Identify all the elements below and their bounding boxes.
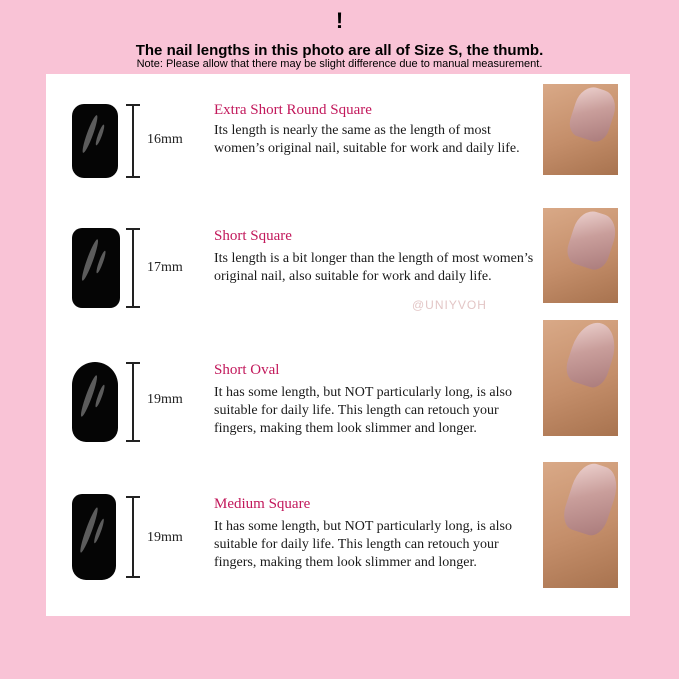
nail-photo [543, 84, 618, 175]
length-ruler-icon [126, 104, 140, 178]
measurement-note: Note: Please allow that there may be slight difference due to manual measurement. [136, 58, 543, 70]
nail-shape-title: Extra Short Round Square [214, 102, 372, 118]
watermark: @UNIYVOH [412, 298, 487, 312]
nail-length-card [46, 74, 630, 616]
nail-shape-title: Short Square [214, 228, 292, 244]
nail-shape-description: It has some length, but NOT particularly long, is also suitable for daily life. This length can retouch your fingers, making them look slimmer and longer. [214, 519, 512, 570]
nail-shape-description: Its length is a bit longer than the length of most women’s original nail, also suitable for work and daily life. [214, 251, 534, 284]
nail-length-value: 17mm [147, 260, 183, 275]
nail-shape-description: Its length is nearly the same as the length of most women’s original nail, suitable for work and daily life. [214, 123, 520, 156]
nail-photo [543, 320, 618, 436]
nail-photo [543, 462, 618, 588]
nail-length-value: 19mm [147, 392, 183, 407]
length-ruler-icon [126, 362, 140, 442]
black-nail-tip-icon [72, 104, 118, 178]
nail-row-medium-square [46, 492, 630, 622]
black-nail-tip-icon [72, 228, 120, 308]
nail-shape-description: It has some length, but NOT particularly long, is also suitable for daily life. This length can retouch your fingers, making them look slimmer and longer. [214, 385, 512, 436]
exclamation-icon: ! [335, 8, 344, 33]
nail-row-extra-short-round-square [46, 96, 630, 226]
black-nail-tip-icon [72, 494, 116, 580]
nail-shape-title: Short Oval [214, 362, 280, 378]
black-nail-tip-icon [72, 362, 118, 442]
nail-length-value: 16mm [147, 132, 183, 147]
headline: The nail lengths in this photo are all of Size S, the thumb. [135, 42, 544, 59]
nail-length-value: 19mm [147, 530, 183, 545]
nail-shape-title: Medium Square [214, 496, 311, 512]
length-ruler-icon [126, 228, 140, 308]
nail-photo [543, 208, 618, 303]
length-ruler-icon [126, 496, 140, 578]
